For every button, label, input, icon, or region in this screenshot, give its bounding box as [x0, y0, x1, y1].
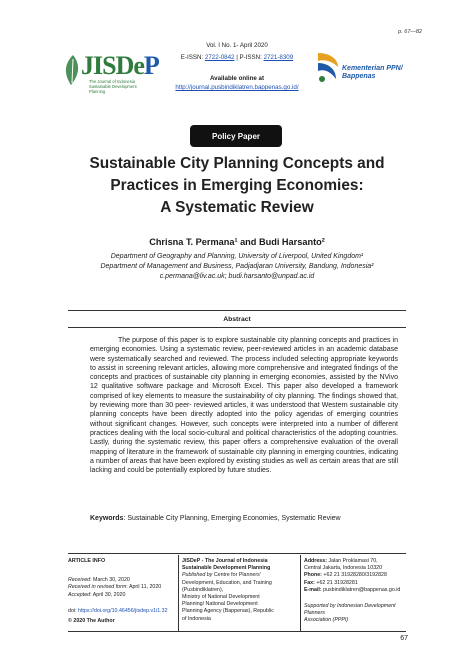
page-range: p. 67—82	[398, 29, 422, 35]
journal-info: JISDeP - The Journal of Indonesia Sustainable Development Planning Published by Centre for Planners' Development, Education, and Training (Pusbindiklatren), Ministry of National Development Planning/ National Development Planning Agency (Bappenas), Republic of Indonesia	[182, 558, 274, 622]
abstract-heading: Abstract	[223, 316, 251, 323]
affiliation-2: Department of Management and Business, Padjadjaran University, Bandung, Indonesia²	[100, 263, 374, 270]
affiliation-1: Department of Geography and Planning, University of Liverpool, United Kingdom¹	[110, 253, 364, 260]
article-title: Sustainable City Planning Concepts and Practices in Emerging Economies: A Systematic Review	[89, 155, 385, 216]
article-type-badge: Policy Paper	[190, 125, 282, 147]
contact-info: Address: Jalan Proklamasi 70, Central Jakarta, Indonesia 10320 Phone: +62 21 31928280/3192828 Fax: +62 21 31928281 E-mail: pusbindiklatren@bappenas.go.id Supported by Indonesian Development Planners Association (PPPI)	[304, 558, 401, 624]
volume-info: Vol. I No. 1- April 2020	[206, 42, 268, 49]
journal-url-link[interactable]: http://journal.pusbindiklatren.bappenas.go.id/	[175, 84, 299, 91]
doi: doi: https://doi.org/10.46456/jisdep.v1i1.32	[68, 607, 168, 614]
page-number: 67	[400, 635, 408, 642]
contact-email[interactable]: pusbindiklatren@bappenas.go.id	[321, 586, 401, 593]
author-emails: c.permana@liv.ac.uk; budi.harsanto@unpad.ac.id	[159, 273, 315, 280]
received-date: Received: March 30, 2020	[68, 577, 130, 584]
jisdep-wordmark: JISDeP	[81, 51, 159, 80]
footer-divider-1	[178, 555, 179, 631]
footer-top-rule	[68, 553, 406, 554]
available-online-label: Available online at	[209, 75, 265, 82]
bappenas-logo	[314, 47, 424, 97]
article-info-heading: ARTICLE INFO	[68, 558, 106, 564]
keywords: Keywords: Sustainable City Planning, Emerging Economies, Systematic Review	[90, 515, 341, 522]
abstract-body: The purpose of this paper is to explore sustainable city planning concepts and practices in emerging economies. Using a systematic review, peer-reviewed articles in an academic database were systematically searched and reviewed. The process included selecting appropriate keywords to assist in screening relevant articles, allowing more comprehensive and integrated findings of the concepts and practices of sustainable city planning in emerging economies, assisted by the NVivo 12 qualitative software package and Microsoft Excel. This paper also developed a framework comprised of key elements to measure the sustainability of city planning. The findings showed that, by reviewing more than 30 peer- reviewed articles, it was understood that Western sustainable city planning concepts have been directly adopted into the policy agendas of emerging countries without significant changes. However, such concepts were interpreted into a number of different practices dealing with the local socio-cultural and political characteristics of the adopting countries. Lastly, during the systematic review, this paper offers a comprehensive evaluation of the overall mapping of literature in the framework of sustainable city planning in emerging countries, indicating a number of areas that have been explored by existing studies as well as certain areas that are still lacking and could be potentially explored by future studies.	[90, 337, 398, 475]
abstract-heading-rule	[68, 327, 406, 328]
issn-line: E-ISSN: 2722-0842 | P-ISSN: 2721-8309	[180, 54, 294, 61]
jisdep-logo	[63, 49, 173, 101]
footer-bottom-rule	[68, 631, 406, 632]
abstract-top-rule	[68, 310, 406, 311]
journal-url	[162, 84, 312, 91]
bappenas-emblem-icon	[314, 49, 342, 85]
pissn-link[interactable]: 2721-8309	[263, 54, 294, 61]
jisdep-logo-subtitle: The Journal of Indonesia Sustainable Development Planning	[89, 79, 137, 94]
copyright: © 2020 The Author	[68, 618, 115, 625]
accepted-date: Accepted: April 30, 2020	[68, 591, 126, 598]
footer-divider-2	[300, 555, 301, 631]
revised-date: Received in revised form: April 11, 2020	[68, 584, 162, 591]
eissn-link[interactable]: 2722-0842	[204, 54, 235, 61]
doi-link[interactable]: https://doi.org/10.46456/jisdep.v1i1.32	[78, 607, 168, 614]
authors: Chrisna T. Permana¹ and Budi Harsanto²	[149, 237, 325, 247]
article-info	[68, 558, 178, 625]
ministry-name: Kementerian PPN/ Bappenas	[342, 65, 403, 80]
